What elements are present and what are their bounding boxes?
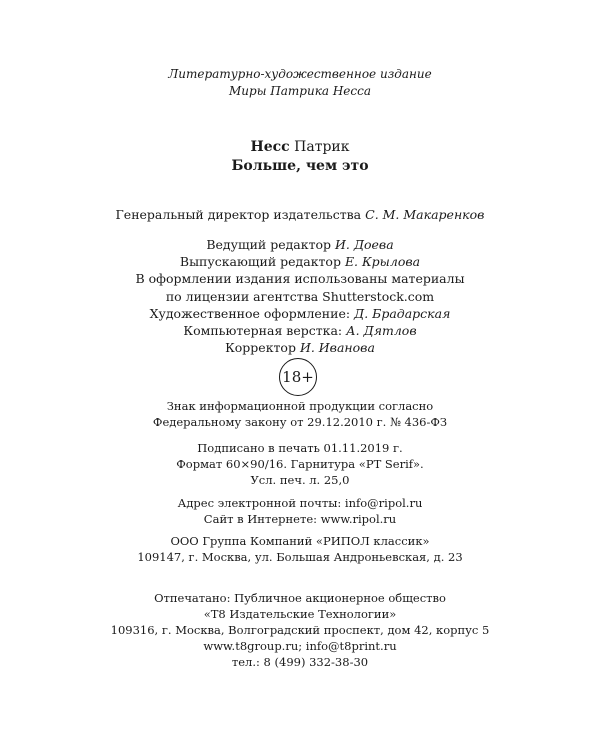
publisher-info	[0, 533, 600, 565]
law-notice-line-1: Знак информационной продукции согласно	[166, 399, 434, 413]
publisher-name: ООО Группа Компаний «РИПОЛ классик»	[170, 534, 430, 548]
layout-line	[0, 322, 600, 339]
sheets-info: Усл. печ. л. 25,0	[250, 473, 350, 487]
corrector-role: Корректор	[225, 340, 296, 356]
printer-line-1: Отпечатано: Публичное акционерное общество	[154, 591, 446, 605]
issuing-editor-role: Выпускающий редактор	[179, 254, 341, 270]
website-line: Сайт в Интернете: www.ripol.ru	[203, 512, 397, 526]
print-info	[0, 440, 600, 488]
edition-type: Литературно-художественное издание	[168, 67, 432, 81]
issuing-editor-name: Е. Крылова	[344, 254, 421, 270]
layout-name: А. Дятлов	[346, 323, 417, 339]
lead-editor-name: И. Доева	[335, 237, 394, 252]
author-name	[0, 137, 600, 157]
license-line-2: по лицензии агентства Shutterstock.com	[165, 288, 435, 304]
printer-line-2: «Т8 Издательские Технологии»	[203, 607, 397, 621]
director-name: С. М. Макаренков	[365, 207, 485, 222]
lead-editor-line	[0, 236, 600, 253]
series-block	[0, 66, 600, 100]
contacts	[0, 495, 600, 527]
director-role: Генеральный директор издательства	[115, 207, 362, 222]
director-line	[0, 206, 600, 223]
license-line-1: В оформлении издания использованы материалы	[135, 271, 465, 287]
book-title: Больше, чем это	[231, 158, 369, 174]
email-line: Адрес электронной почты: info@ripol.ru	[177, 496, 423, 510]
layout-role: Компьютерная верстка:	[183, 323, 343, 339]
art-design-line	[0, 305, 600, 322]
corrector-name: И. Иванова	[299, 340, 375, 356]
author-surname: Несс	[250, 139, 290, 155]
signed-date: Подписано в печать 01.11.2019 г.	[197, 441, 403, 455]
format-info: Формат 60×90/16. Гарнитура «PT Serif».	[176, 457, 424, 471]
series-name: Миры Патрика Несса	[229, 84, 371, 98]
law-notice	[0, 398, 600, 430]
printer-address: 109316, г. Москва, Волгоградский проспект, дом 42, корпус 5	[110, 623, 490, 637]
law-notice-line-2: Федеральному закону от 29.12.2010 г. № 436-ФЗ	[152, 415, 448, 429]
printer-phone: тел.: 8 (499) 332-38-30	[231, 655, 369, 669]
printer-web: www.t8group.ru; info@t8print.ru	[203, 639, 397, 653]
publisher-address: 109147, г. Москва, ул. Большая Андроньевская, д. 23	[137, 550, 463, 564]
author-given-name: Патрик	[294, 139, 350, 155]
art-design-name: Д. Брадарская	[354, 305, 451, 321]
art-design-role: Художественное оформление:	[149, 305, 351, 321]
printer-info	[0, 590, 600, 670]
credits-block	[0, 236, 600, 356]
issuing-editor-line	[0, 253, 600, 270]
age-rating-badge: 18+	[279, 358, 317, 396]
corrector-line	[0, 339, 600, 356]
lead-editor-role: Ведущий редактор	[206, 237, 332, 252]
